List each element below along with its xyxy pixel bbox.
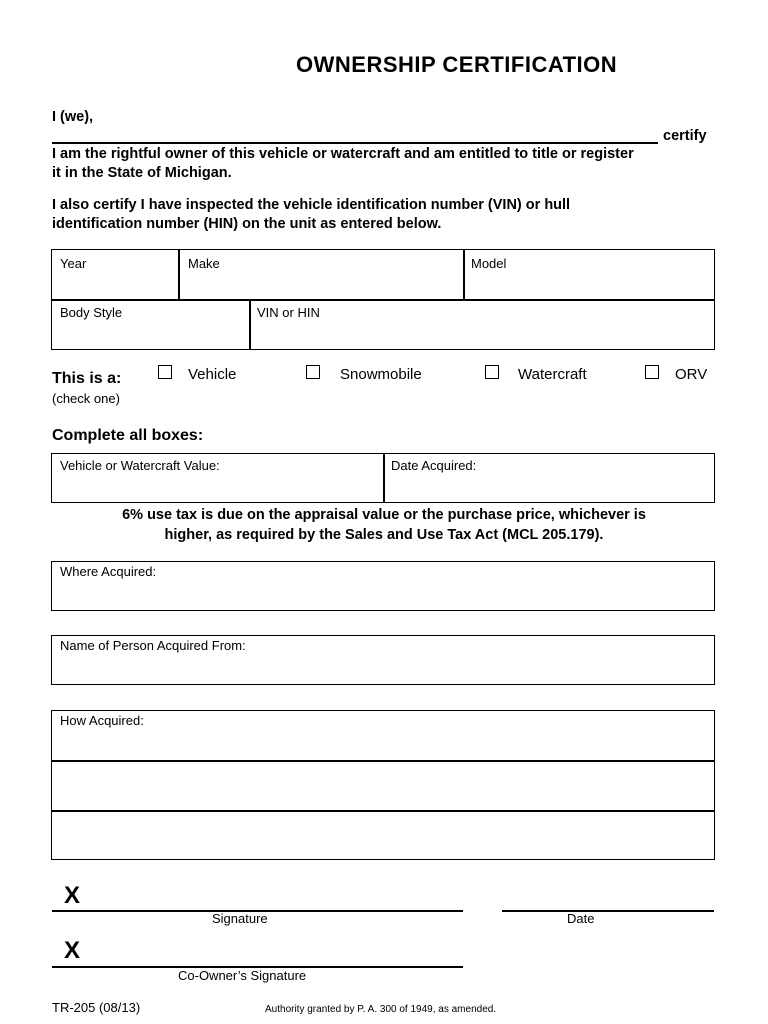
body-style-field-label: Body Style [60, 305, 123, 320]
how-acquired-label: How Acquired: [60, 713, 144, 728]
i-we-label: I (we), [52, 109, 94, 125]
tax-note-line-1: 6% use tax is due on the appraisal value or the purchase price, whichever is [122, 507, 646, 523]
co-owner-x-mark: X [64, 937, 81, 964]
orv-option-label: ORV [675, 366, 708, 383]
signature-x-mark: X [64, 882, 81, 909]
table-divider [51, 299, 715, 301]
authority-note: Authority granted by P. A. 300 of 1949, as amended. [265, 1004, 497, 1015]
type-label: This is a: [52, 370, 122, 387]
person-acquired-from-label: Name of Person Acquired From: [60, 638, 246, 653]
value-field-label: Vehicle or Watercraft Value: [60, 458, 220, 473]
signature-label: Signature [212, 911, 268, 926]
table-divider [383, 453, 385, 503]
form-id: TR-205 (08/13) [52, 1000, 141, 1015]
table-divider [178, 249, 180, 300]
vehicle-option-label: Vehicle [188, 366, 237, 383]
orv-checkbox[interactable] [645, 365, 659, 379]
table-divider [463, 249, 465, 300]
tax-note-line-2: higher, as required by the Sales and Use Tax Act (MCL 205.179). [164, 527, 604, 543]
snowmobile-checkbox[interactable] [306, 365, 320, 379]
complete-heading: Complete all boxes: [52, 427, 204, 444]
vin-hin-field-label: VIN or HIN [257, 305, 320, 320]
statement-line-2: it in the State of Michigan. [52, 165, 232, 181]
date-acquired-field-label: Date Acquired: [391, 458, 477, 473]
certify-label: certify [663, 128, 707, 144]
inspect-line-2: identification number (HIN) on the unit as entered below. [52, 216, 442, 232]
statement-line-1: I am the rightful owner of this vehicle or watercraft and am entitled to title or register [52, 146, 634, 162]
make-field-label: Make [188, 256, 220, 271]
vehicle-checkbox[interactable] [158, 365, 172, 379]
where-acquired-label: Where Acquired: [60, 564, 157, 579]
page-title: OWNERSHIP CERTIFICATION [296, 52, 618, 77]
year-field-label: Year [60, 256, 87, 271]
owner-name-line[interactable] [52, 142, 658, 144]
watercraft-checkbox[interactable] [485, 365, 499, 379]
inspect-line-1: I also certify I have inspected the vehicle identification number (VIN) or hull [52, 197, 571, 213]
co-owner-signature-label: Co-Owner’s Signature [178, 968, 307, 983]
snowmobile-option-label: Snowmobile [340, 366, 422, 383]
watercraft-option-label: Watercraft [518, 366, 587, 383]
check-one-hint: (check one) [52, 391, 120, 406]
table-divider [51, 810, 715, 812]
date-label: Date [567, 911, 595, 926]
table-divider [249, 299, 251, 350]
how-acquired-field[interactable] [51, 710, 715, 860]
model-field-label: Model [471, 256, 507, 271]
table-divider [51, 760, 715, 762]
date-line[interactable] [502, 910, 714, 912]
